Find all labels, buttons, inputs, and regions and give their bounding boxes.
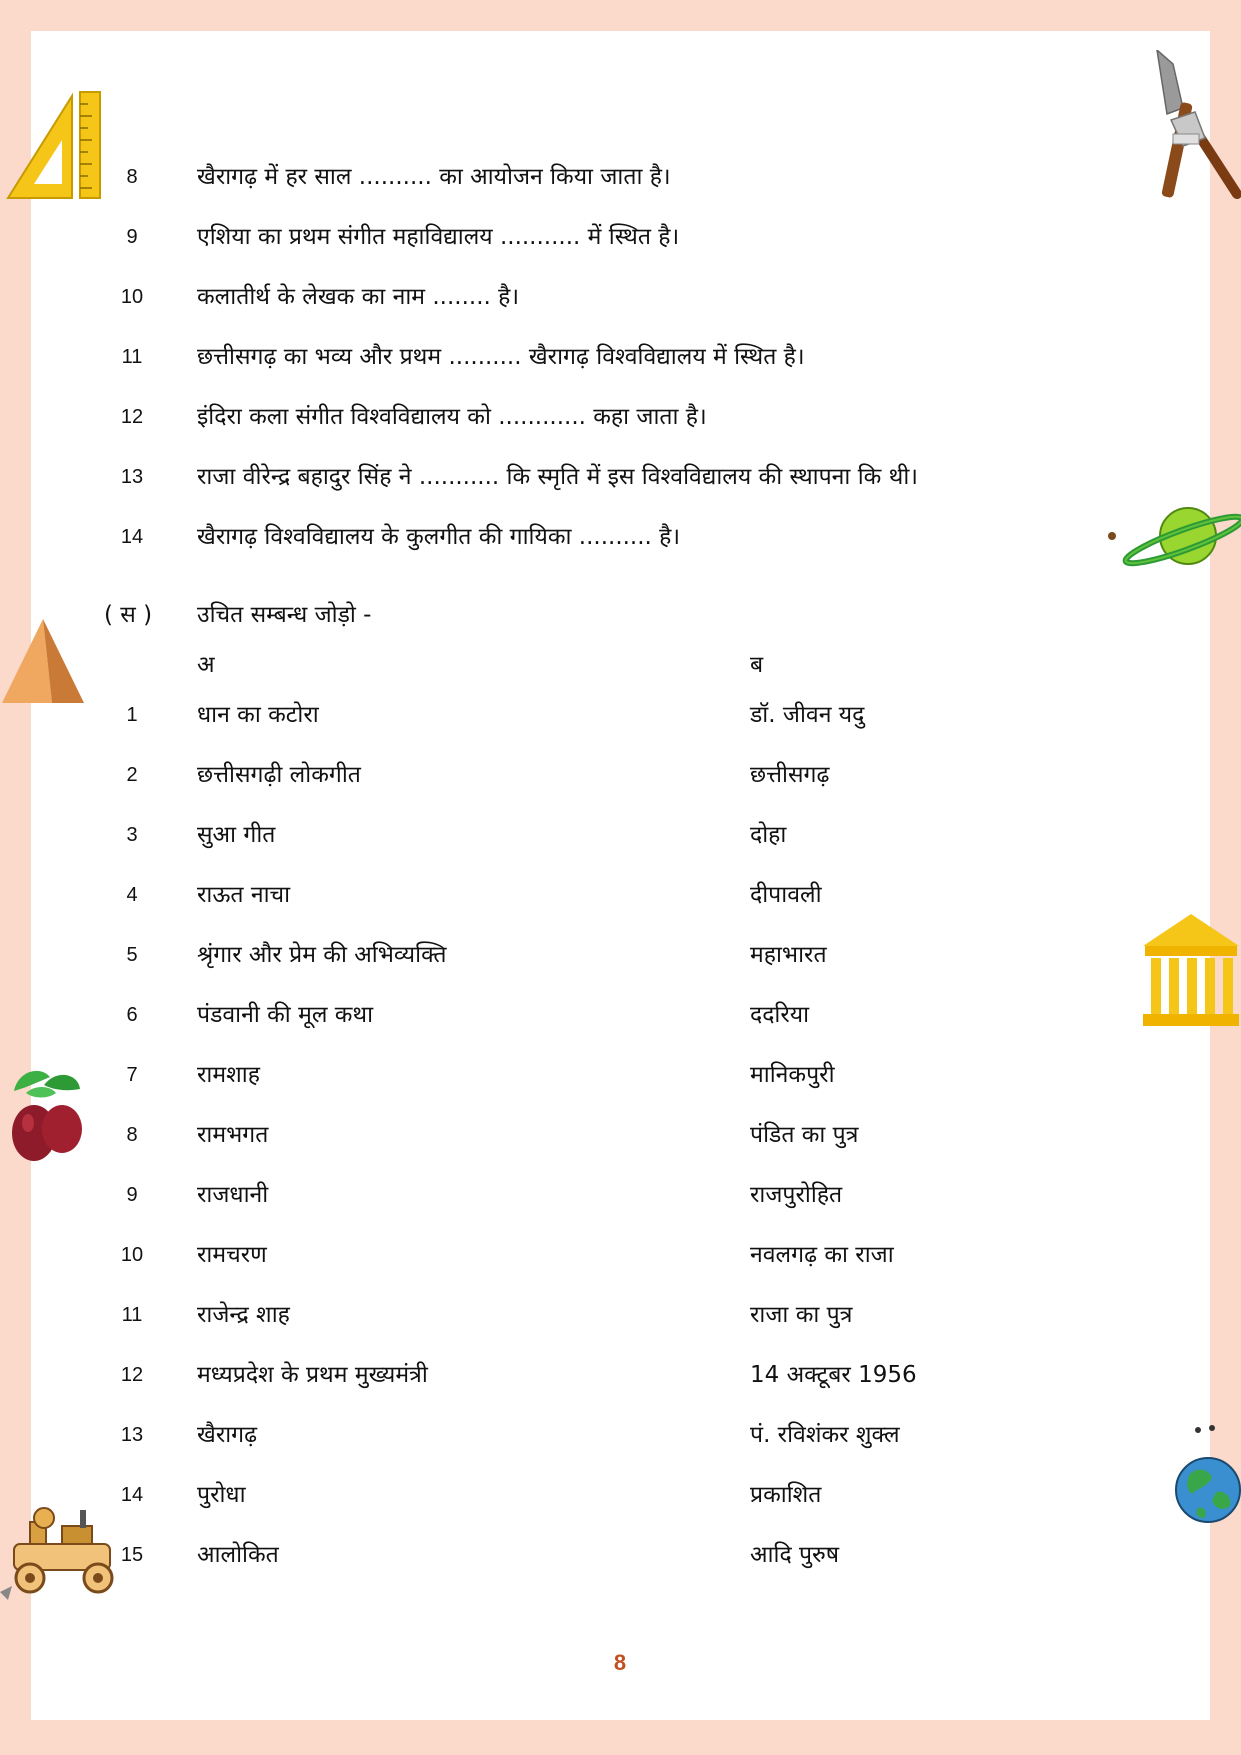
question-item bbox=[0, 457, 1241, 497]
match-row bbox=[0, 695, 1241, 735]
match-row bbox=[0, 1535, 1241, 1575]
match-row bbox=[0, 1295, 1241, 1335]
match-left-text: छत्तीसगढ़ी लोकगीत bbox=[197, 762, 361, 788]
question-number: 9 bbox=[126, 226, 138, 248]
ruler-triangle-icon bbox=[4, 88, 104, 202]
question-number: 14 bbox=[120, 526, 144, 548]
pyramid-icon bbox=[0, 617, 86, 705]
match-number: 4 bbox=[126, 884, 138, 906]
match-left-text: आलोकित bbox=[197, 1542, 279, 1568]
match-right-text: पंडित का पुत्र bbox=[750, 1122, 859, 1148]
match-row bbox=[0, 1235, 1241, 1275]
section-title: उचित सम्बन्ध जोड़ो - bbox=[197, 602, 372, 628]
match-right-text: राजा का पुत्र bbox=[750, 1302, 853, 1328]
match-row bbox=[0, 1115, 1241, 1155]
question-number: 13 bbox=[120, 466, 144, 488]
match-row bbox=[0, 815, 1241, 855]
match-row bbox=[0, 755, 1241, 795]
question-text: एशिया का प्रथम संगीत महाविद्यालय ........... में स्थित है। bbox=[197, 224, 680, 250]
question-text: कलातीर्थ के लेखक का नाम ........ है। bbox=[197, 284, 520, 310]
match-right-text: डॉ. जीवन यदु bbox=[750, 702, 865, 728]
match-right-text: 14 अक्टूबर 1956 bbox=[750, 1362, 917, 1388]
match-left-text: राजेन्द्र शाह bbox=[197, 1302, 290, 1328]
plant-fruit-icon bbox=[4, 1063, 84, 1165]
match-number: 12 bbox=[120, 1364, 144, 1386]
question-text: राजा वीरेन्द्र बहादुर सिंह ने ........... कि स्मृति में इस विश्वविद्यालय की स्थापना कि थी। bbox=[197, 464, 918, 490]
match-number: 10 bbox=[120, 1244, 144, 1266]
match-left-text: सुआ गीत bbox=[197, 822, 276, 848]
match-number: 1 bbox=[126, 704, 138, 726]
match-left-text: राजधानी bbox=[197, 1182, 269, 1208]
match-number: 8 bbox=[126, 1124, 138, 1146]
match-row bbox=[0, 995, 1241, 1035]
match-left-text: धान का कटोरा bbox=[197, 702, 319, 728]
question-item bbox=[0, 157, 1241, 197]
question-text: छत्तीसगढ़ का भव्य और प्रथम .......... खैरागढ़ विश्वविद्यालय में स्थित है। bbox=[197, 344, 805, 370]
match-number: 6 bbox=[126, 1004, 138, 1026]
section-label: ( स ) bbox=[104, 602, 153, 628]
match-left-text: पुरोधा bbox=[197, 1482, 246, 1508]
match-right-text: राजपुरोहित bbox=[750, 1182, 843, 1208]
question-number: 10 bbox=[120, 286, 144, 308]
match-right-text: पं. रविशंकर शुक्ल bbox=[750, 1422, 900, 1448]
match-row bbox=[0, 1415, 1241, 1455]
question-text: खैरागढ़ विश्वविद्यालय के कुलगीत की गायिका .......... है। bbox=[197, 524, 681, 550]
globe-icon bbox=[1168, 1420, 1241, 1528]
match-row bbox=[0, 875, 1241, 915]
question-text: इंदिरा कला संगीत विश्वविद्यालय को ............ कहा जाता है। bbox=[197, 404, 707, 430]
page-number: 8 bbox=[613, 1650, 627, 1675]
match-left-text: श्रृंगार और प्रेम की अभिव्यक्ति bbox=[197, 942, 447, 968]
match-right-text: आदि पुरुष bbox=[750, 1542, 840, 1568]
match-right-text: दीपावली bbox=[750, 882, 822, 908]
match-left-text: रामभगत bbox=[197, 1122, 269, 1148]
question-item bbox=[0, 517, 1241, 557]
toy-cart-icon bbox=[0, 1500, 128, 1600]
column-b-heading: ब bbox=[750, 652, 764, 678]
match-number: 7 bbox=[126, 1064, 138, 1086]
question-item bbox=[0, 277, 1241, 317]
match-right-text: दोहा bbox=[750, 822, 787, 848]
match-right-text: मानिकपुरी bbox=[750, 1062, 835, 1088]
match-number: 13 bbox=[120, 1424, 144, 1446]
match-left-text: पंडवानी की मूल कथा bbox=[197, 1002, 374, 1028]
match-number: 2 bbox=[126, 764, 138, 786]
planet-icon bbox=[1108, 500, 1241, 572]
match-left-text: राऊत नाचा bbox=[197, 882, 291, 908]
question-item bbox=[0, 217, 1241, 257]
match-right-text: छत्तीसगढ़ bbox=[750, 762, 830, 788]
question-text: खैरागढ़ में हर साल .......... का आयोजन किया जाता है। bbox=[197, 164, 671, 190]
question-number: 12 bbox=[120, 406, 144, 428]
question-item bbox=[0, 337, 1241, 377]
match-number: 3 bbox=[126, 824, 138, 846]
match-row bbox=[0, 935, 1241, 975]
question-number: 11 bbox=[121, 346, 143, 368]
match-left-text: रामशाह bbox=[197, 1062, 260, 1088]
match-number: 11 bbox=[121, 1304, 143, 1326]
match-right-text: महाभारत bbox=[750, 942, 827, 968]
match-number: 15 bbox=[120, 1544, 144, 1566]
match-number: 9 bbox=[126, 1184, 138, 1206]
question-number: 8 bbox=[126, 166, 138, 188]
match-right-text: प्रकाशित bbox=[750, 1482, 822, 1508]
match-row bbox=[0, 1475, 1241, 1515]
match-row bbox=[0, 1175, 1241, 1215]
match-left-text: मध्यप्रदेश के प्रथम मुख्यमंत्री bbox=[197, 1362, 428, 1388]
match-right-text: नवलगढ़ का राजा bbox=[750, 1242, 894, 1268]
match-left-text: रामचरण bbox=[197, 1242, 267, 1268]
stone-tool-icon bbox=[1153, 50, 1241, 202]
match-left-text: खैरागढ़ bbox=[197, 1422, 258, 1448]
question-item bbox=[0, 397, 1241, 437]
match-right-text: ददरिया bbox=[750, 1002, 810, 1028]
match-number: 14 bbox=[120, 1484, 144, 1506]
match-row bbox=[0, 1355, 1241, 1395]
temple-icon bbox=[1141, 912, 1241, 1028]
column-a-heading: अ bbox=[197, 652, 215, 678]
match-row bbox=[0, 1055, 1241, 1095]
match-number: 5 bbox=[126, 944, 138, 966]
